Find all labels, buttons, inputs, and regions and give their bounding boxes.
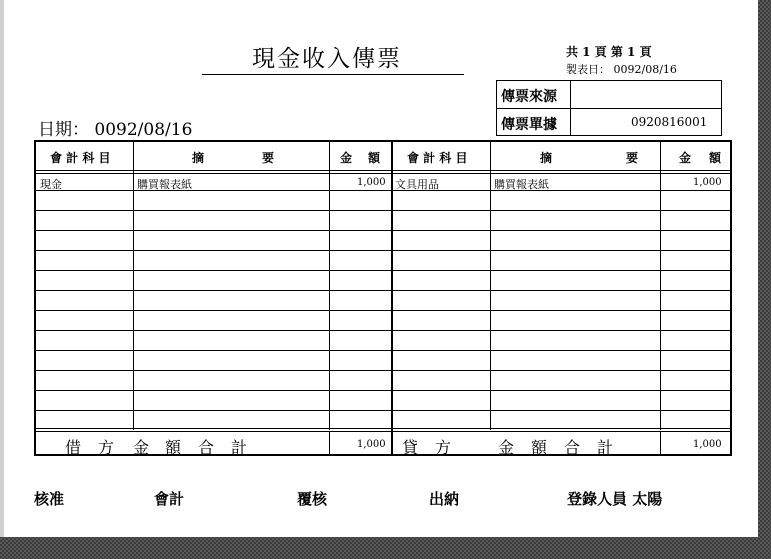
row-rule [36, 350, 730, 351]
debit-total-char: 借 [65, 438, 82, 457]
row-rule [36, 370, 730, 371]
voucher-date [38, 115, 192, 140]
page-info: 共 1 頁 第 1 頁 [566, 45, 652, 59]
row-rule [36, 310, 730, 311]
column-divider [660, 142, 661, 430]
credit-total-amount: 1,000 [693, 439, 722, 450]
row-rule [36, 230, 730, 231]
debit-row-summary: 購買報表紙 [137, 178, 192, 191]
row-rule [36, 390, 730, 391]
credit-total-char: 貸 [402, 438, 419, 457]
voucher-info-box [496, 80, 722, 136]
debit-total-char: 合 [198, 438, 215, 457]
total-rule [36, 431, 730, 432]
debit-total-char: 額 [165, 438, 182, 457]
debit-summary-header-1: 摘 [192, 151, 205, 165]
debit-amount-header-1: 金 [340, 151, 353, 165]
sign-accounting: 會計 [154, 490, 185, 508]
credit-summary-header-2: 要 [626, 151, 639, 165]
sign-review: 覆核 [297, 490, 328, 508]
column-divider [329, 431, 330, 456]
total-rule [36, 428, 730, 429]
row-rule [36, 250, 730, 251]
debit-account-header: 會 計 科 目 [50, 151, 111, 165]
sign-recorder-label: 登錄人員 [567, 490, 628, 508]
header-rule [36, 170, 730, 171]
debit-total-char: 方 [98, 438, 115, 457]
voucher-date-value: 0092/08/16 [94, 120, 193, 140]
debit-total-char: 計 [231, 438, 248, 457]
divider [570, 109, 571, 136]
header-rule [36, 173, 730, 174]
credit-row-summary: 購買報表紙 [494, 178, 549, 191]
voucher-number-value: 0920816001 [631, 115, 708, 129]
row-rule [36, 270, 730, 271]
made-date-value: 0092/08/16 [613, 63, 677, 76]
credit-row-account: 文具用品 [395, 178, 439, 191]
sign-recorder [567, 488, 662, 509]
column-divider [133, 142, 134, 430]
title-underline [202, 74, 464, 75]
column-divider [660, 431, 661, 456]
voucher-number-row [497, 108, 721, 136]
voucher-number-label: 傳票單據 [501, 117, 557, 133]
credit-total-char: 方 [435, 438, 452, 457]
sign-cashier: 出納 [429, 490, 460, 508]
debit-total-char: 金 [133, 438, 150, 457]
voucher-source-label: 傳票來源 [501, 89, 557, 105]
column-divider [329, 142, 330, 430]
credit-total-char: 計 [597, 438, 614, 457]
row-rule [36, 410, 730, 411]
sign-approve: 核准 [34, 490, 65, 508]
credit-total-char: 合 [564, 438, 581, 457]
credit-amount-header-2: 額 [709, 151, 722, 165]
credit-account-header: 會 計 科 目 [407, 151, 468, 165]
row-rule [36, 290, 730, 291]
made-date-label: 製表日： [566, 63, 610, 76]
row-rule [36, 210, 730, 211]
credit-row-amount: 1,000 [693, 177, 722, 188]
debit-summary-header-2: 要 [262, 151, 275, 165]
made-date [566, 61, 677, 77]
sign-recorder-name: 太陽 [632, 490, 663, 508]
credit-amount-header-1: 金 [679, 151, 692, 165]
column-divider [490, 142, 491, 430]
debit-total-amount: 1,000 [357, 439, 386, 450]
divider [570, 81, 571, 108]
credit-total-char: 金 [498, 438, 515, 457]
voucher-title: 現金收入傳票 [252, 46, 402, 72]
voucher-source-row [497, 81, 721, 108]
voucher-date-label: 日期： [38, 120, 89, 140]
credit-summary-header-1: 摘 [540, 151, 553, 165]
debit-row-amount: 1,000 [357, 177, 386, 188]
ledger-center-divider [391, 142, 393, 454]
debit-amount-header-2: 額 [368, 151, 381, 165]
row-rule [36, 330, 730, 331]
ledger-table [34, 140, 732, 456]
credit-total-char: 額 [531, 438, 548, 457]
debit-row-account: 現金 [40, 178, 62, 191]
